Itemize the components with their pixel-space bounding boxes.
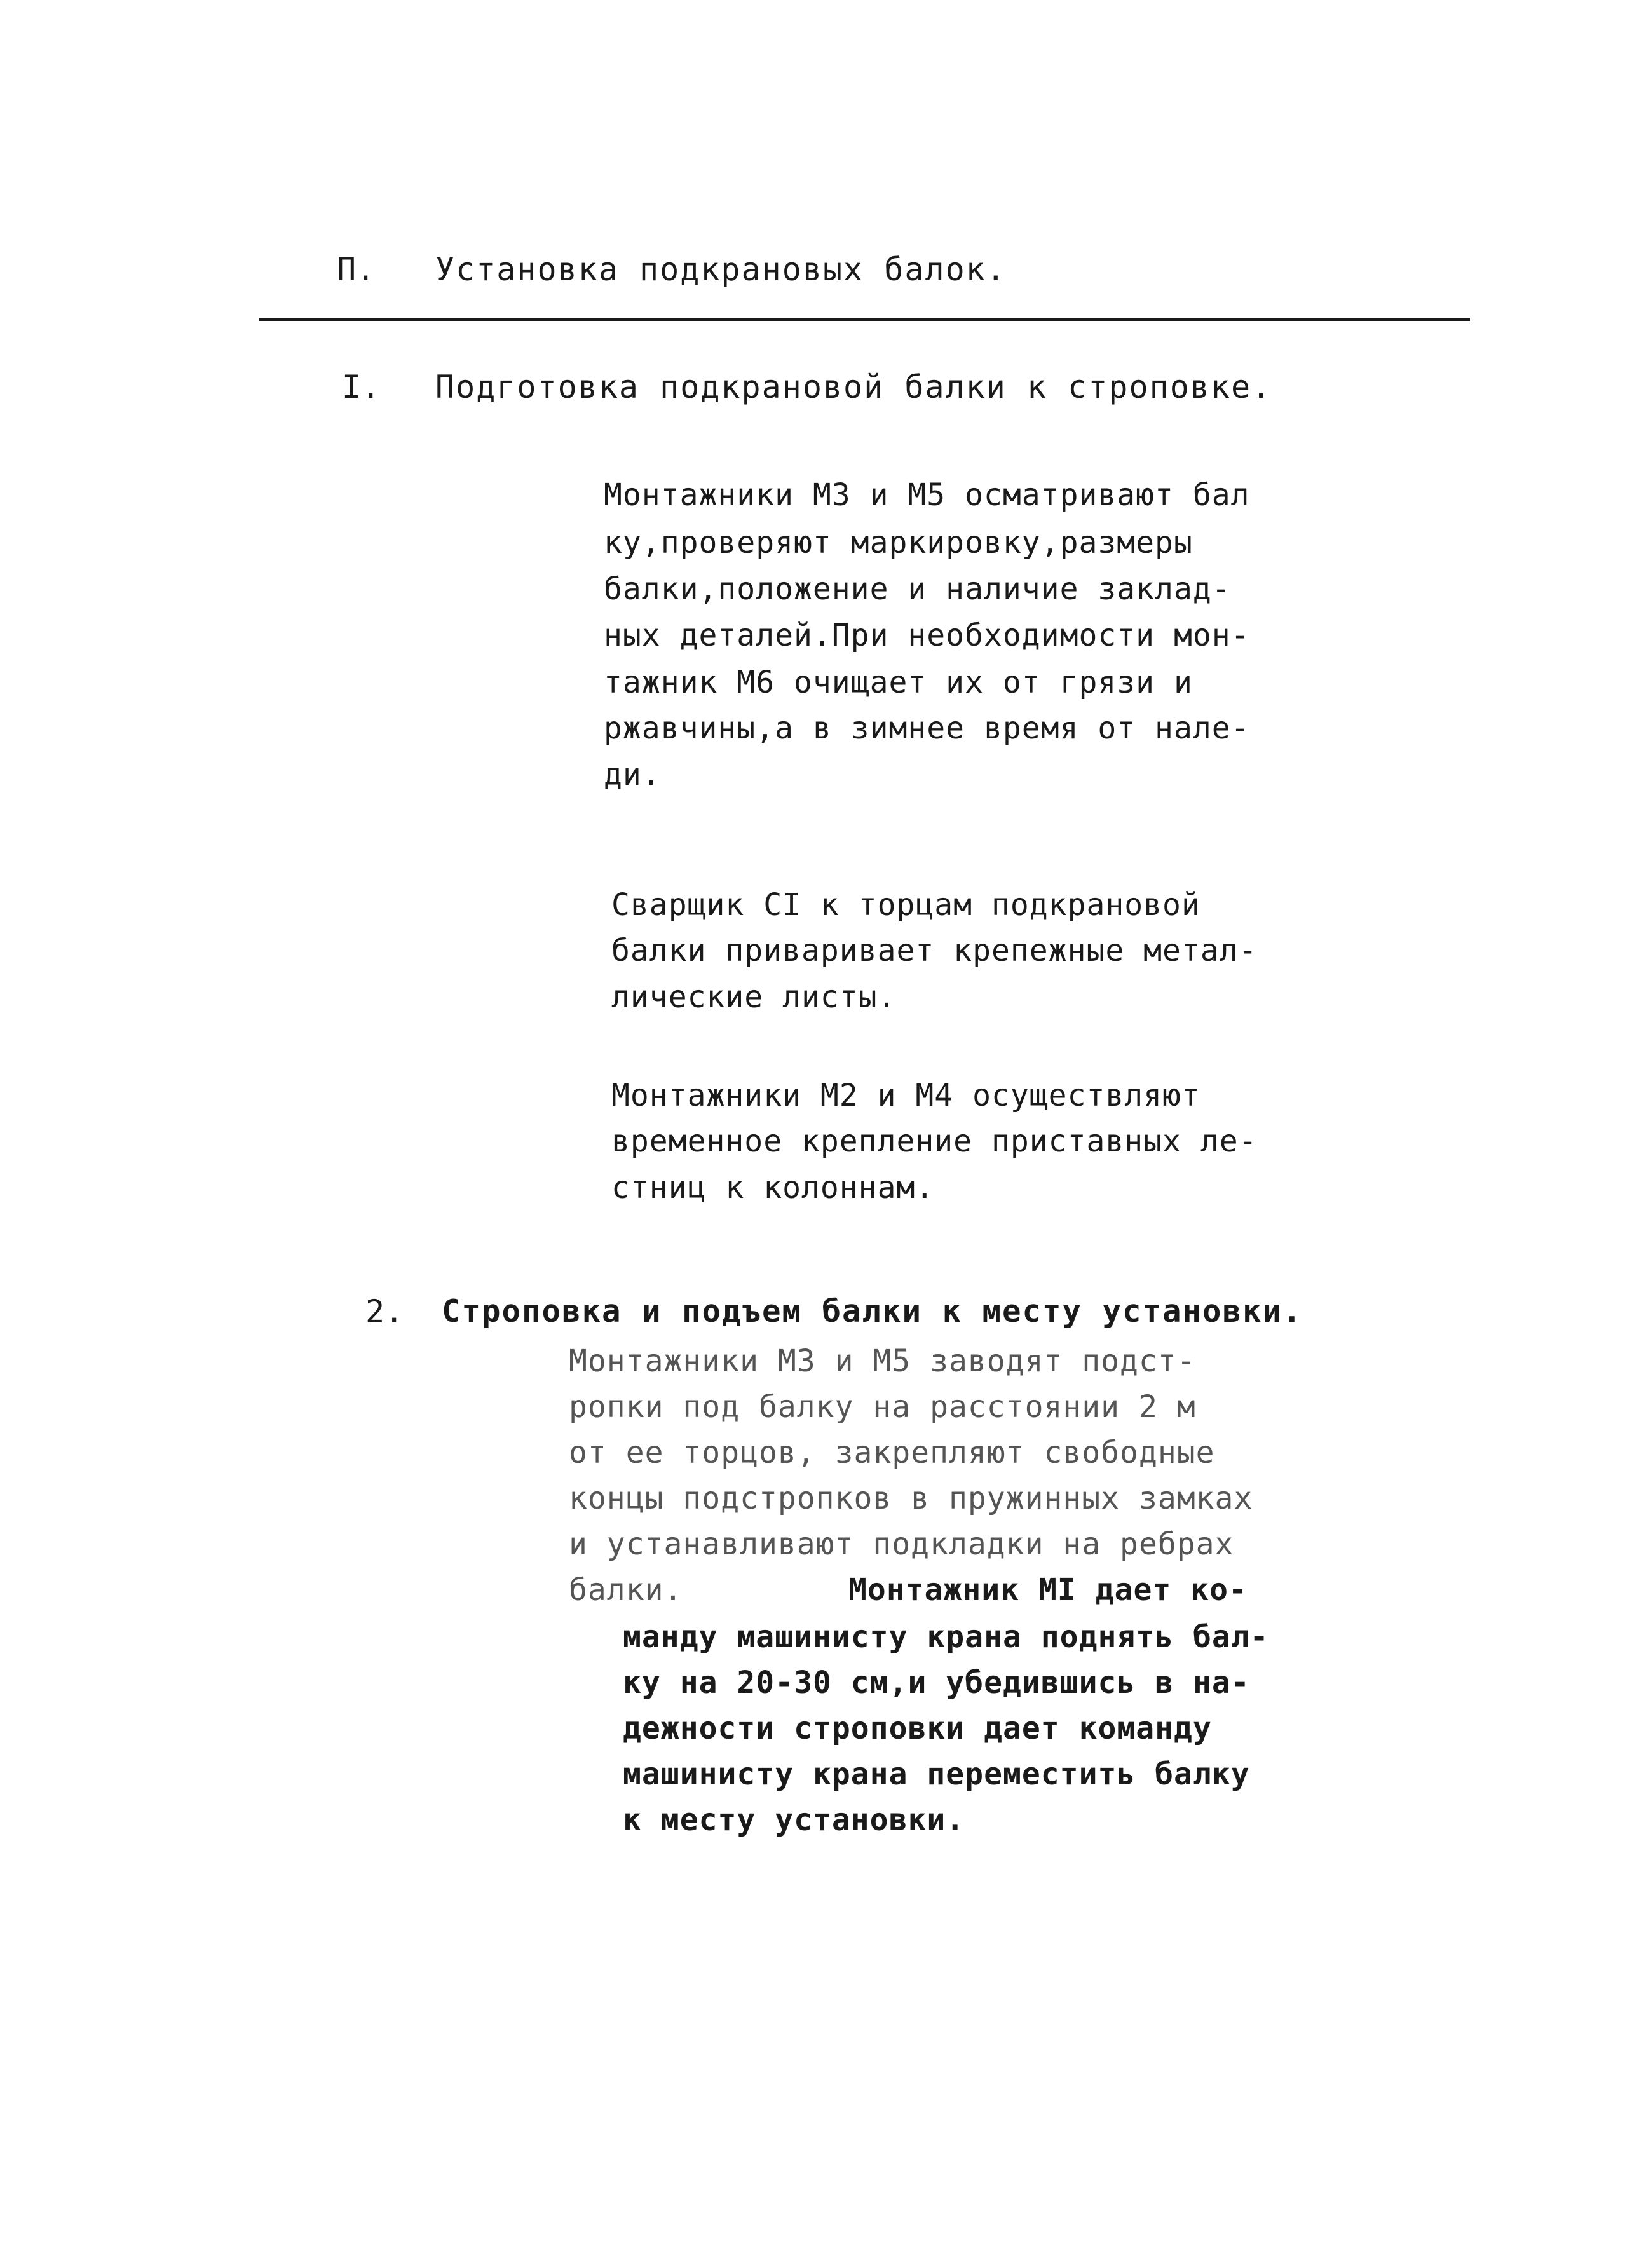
text-line: концы подстропков в пружинных замках xyxy=(569,1481,1253,1516)
text-line: Сварщик СI к торцам подкрановой xyxy=(611,887,1200,923)
text-line: лические листы. xyxy=(611,979,897,1015)
item2-number: 2. xyxy=(365,1293,404,1330)
item1-number: I. xyxy=(342,369,381,405)
text-line: Монтажники М3 и М5 осматривают бал xyxy=(604,477,1250,513)
section-title: Установка подкрановых балок. xyxy=(435,251,1007,288)
text-line: манду машинисту крана поднять бал- xyxy=(623,1619,1269,1655)
text-line: и устанавливают подкладки на ребрах xyxy=(569,1526,1234,1562)
text-line: от ее торцов, закрепляют свободные xyxy=(569,1435,1215,1470)
text-line: ржавчины,а в зимнее время от нале- xyxy=(604,710,1250,746)
text-line: к месту установки. xyxy=(623,1802,965,1838)
text-line: Монтажник МI дает ко- xyxy=(848,1572,1248,1608)
text-line: ропки под балку на расстоянии 2 м xyxy=(569,1389,1196,1425)
text-line: балки. xyxy=(569,1572,683,1608)
item2-title: Строповка и подъем балки к месту установки. xyxy=(442,1293,1303,1329)
section-number: П. xyxy=(337,251,376,288)
text-line: тажник М6 очищает их от грязи и xyxy=(604,665,1193,700)
text-line: ди. xyxy=(604,757,661,792)
text-line: временное крепление приставных ле- xyxy=(611,1124,1258,1159)
text-line: Монтажники М3 и М5 заводят подст- xyxy=(569,1343,1196,1379)
text-line: ку на 20-30 см,и убедившись в на- xyxy=(623,1665,1250,1701)
text-line: машинисту крана переместить балку xyxy=(623,1756,1250,1792)
heading-divider xyxy=(259,318,1470,321)
text-line: Монтажники М2 и М4 осуществляют xyxy=(611,1078,1200,1113)
text-line: ку,проверяют маркировку,размеры xyxy=(604,525,1193,560)
item1-title: Подготовка подкрановой балки к строповке. xyxy=(435,369,1272,405)
text-line: балки,положение и наличие заклад- xyxy=(604,571,1231,607)
text-line: стниц к колоннам. xyxy=(611,1170,935,1205)
text-line: ных деталей.При необходимости мон- xyxy=(604,618,1250,653)
text-line: дежности строповки дает команду xyxy=(623,1711,1212,1746)
text-line: балки приваривает крепежные метал- xyxy=(611,933,1258,968)
